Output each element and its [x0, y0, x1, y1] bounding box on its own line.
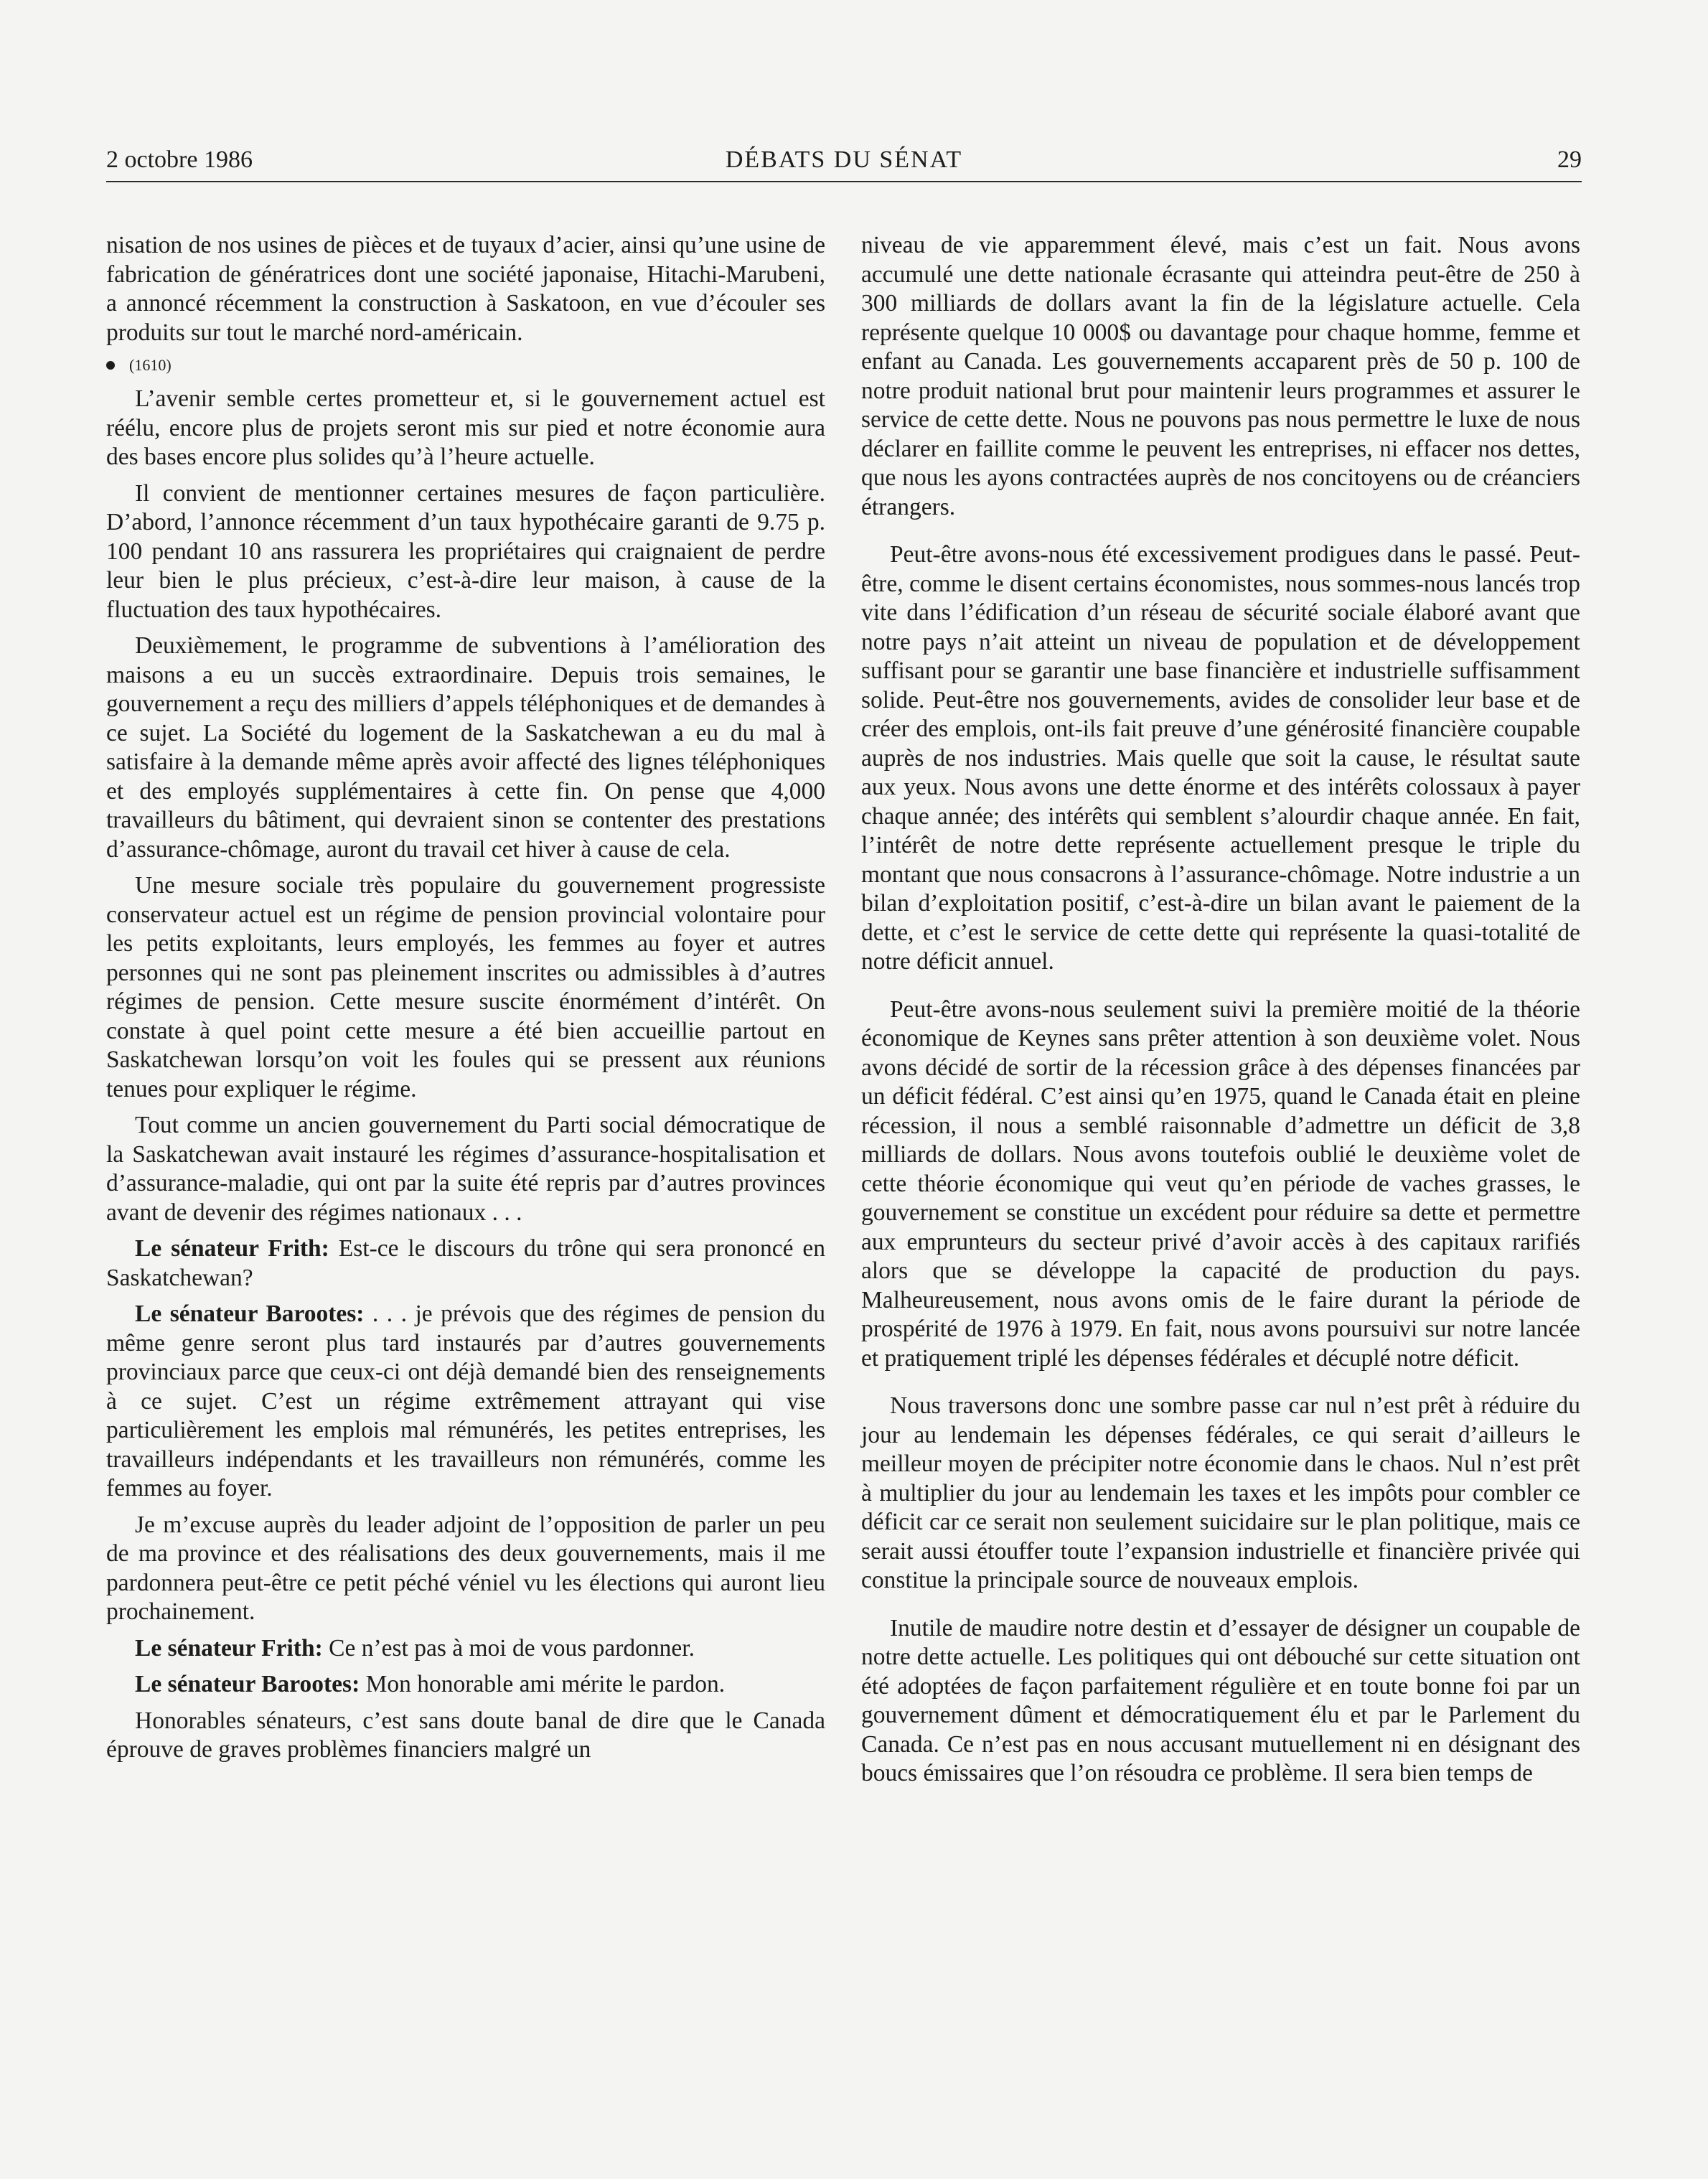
speech — [106, 1300, 825, 1504]
paragraph: Une mesure sociale très populaire du gouvernement progressiste conservateur actuel est un régime de pension provincial volontaire pour les petits exploitants, leurs employés, les femmes au foyer et autres personnes qui ne sont pas pleinement inscrites ou admissibles à d’autres régimes de pension. Cette mesure suscite énormément d’intérêt. On constate à quel point cette mesure a été bien accueillie partout en Saskatchewan lorsqu’on voit les foules qui se pressent aux réunions tenues pour expliquer le régime. — [106, 872, 825, 1102]
paragraph: L’avenir semble certes prometteur et, si le gouvernement actuel est réélu, encore plus de projets seront mis sur pied et notre économie aura des bases encore plus solides qu’à l’heure actuelle. — [106, 385, 825, 470]
bullet-icon — [106, 361, 115, 370]
paragraph: Honorables sénateurs, c’est sans doute banal de dire que le Canada éprouve de graves problèmes financiers malgré un — [106, 1707, 825, 1763]
speaker-name: Le sénateur Barootes: — [135, 1301, 365, 1327]
speech-text: . . . je prévois que des régimes de pension du même genre seront plus tard instaurés par d’autres gouvernements provinciaux parce que ceux-ci ont déjà demandé bien des renseignements à ce sujet. C’est un régime extrêmement attrayant qui vise particulièrement les emplois mal rémunérés, les petites entreprises, les travailleurs indépendants et les travailleurs non rémunérés, comme les femmes au foyer. — [106, 1301, 825, 1501]
page-header — [106, 144, 1582, 182]
paragraph: Deuxièmement, le programme de subventions à l’amélioration des maisons a eu un succès extraordinaire. Depuis trois semaines, le gouvernement a reçu des milliers d’appels téléphoniques et de demandes à ce sujet. La Société du logement de la Saskatchewan a eu du mal à satisfaire à la demande même après avoir affecté des lignes téléphoniques et des employés supplémentaires à cette fin. On pense que 4,000 travailleurs du bâtiment, qui devraient sinon se contenter des prestations d’assurance-chômage, auront du travail cet hiver à cause de cela. — [106, 632, 825, 863]
paragraph: niveau de vie apparemment élevé, mais c’est un fait. Nous avons accumulé une dette nationale écrasante qui atteindra peut-être de 250 à 300 milliards de dollars avant la fin de la législature actuelle. Cela représente quelque 10 000$ ou davantage pour chaque homme, femme et enfant au Canada. Les gouvernements accaparent près de 50 p. 100 de notre produit national brut pour maintenir leurs programmes et assurer le service de cette dette. Nous ne pouvons pas nous permettre le luxe de nous déclarer en faillite comme le peuvent les entreprises, ni effacer nos dettes, que nous les ayons contractées auprès de nos concitoyens ou de créanciers étrangers. — [861, 232, 1580, 520]
header-date: 2 octobre 1986 — [106, 146, 253, 173]
header-title: DÉBATS DU SÉNAT — [725, 146, 963, 173]
speech-text: Est-ce le discours du trône qui sera prononcé en Saskatchewan? — [106, 1235, 825, 1291]
speaker-name: Le sénateur Frith: — [135, 1235, 329, 1262]
paragraph: Tout comme un ancien gouvernement du Parti social démocratique de la Saskatchewan avait instauré les régimes d’assurance-hospitalisation et d’assurance-maladie, qui ont par la suite été repris par d’autres provinces avant de devenir des régimes nationaux . . . — [106, 1112, 825, 1226]
speech — [106, 1670, 825, 1700]
speech — [106, 1634, 825, 1664]
paragraph: Il convient de mentionner certaines mesures de façon particulière. D’abord, l’annonce récemment d’un taux hypothécaire garanti de 9.75 p. 100 pendant 10 ans rassurera les propriétaires qui craignaient de perdre leur bien le plus précieux, c’est-à-dire leur maison, à cause de la fluctuation des taux hypothécaires. — [106, 479, 825, 623]
time-marker-label: (1610) — [129, 356, 172, 374]
speech — [106, 1234, 825, 1293]
paragraph: nisation de nos usines de pièces et de tuyaux d’acier, ainsi qu’une usine de fabrication de génératrices dont une société japonaise, Hitachi-Marubeni, a annoncé récemment la construction à Saskatoon, en vue d’écouler ses produits sur tout le marché nord-américain. — [106, 232, 825, 346]
paragraph: Peut-être avons-nous été excessivement prodigues dans le passé. Peut-être, comme le disent certains économistes, nous sommes-nous lancés trop vite dans l’édification d’un réseau de sécurité sociale élaboré avant que notre pays n’ait atteint un niveau de population et de développement suffisant pour se garantir une base financière et industrielle suffisamment solide. Peut-être nos gouvernements, avides de consolider leur base et de créer des emplois, ont-ils fait preuve d’une générosité financière coupable auprès de nos industries. Mais quelle que soit la cause, le résultat saute aux yeux. Nous avons une dette énorme et des intérêts colossaux à payer chaque année; des intérêts qui semblent s’alourdir chaque année. En fait, l’intérêt de notre dette représente actuellement presque le triple du montant que nous consacrons à l’assurance-chômage. Notre industrie a un bilan d’exploitation positif, c’est-à-dire un bilan avant le paiement de la dette, et c’est le service de cette dette qui représente la quasi-totalité de notre déficit annuel. — [861, 541, 1580, 975]
right-column — [861, 231, 1580, 1796]
paragraph: Peut-être avons-nous seulement suivi la première moitié de la théorie économique de Keynes sans prêter attention à son deuxième volet. Nous avons décidé de sortir de la récession grâce à des dépenses financées par un déficit fédéral. C’est ainsi qu’en 1975, quand le Canada était en pleine récession, il nous a semblé raisonnable d’admettre un déficit de 3,8 milliards de dollars. Nous avons toutefois oublié le deuxième volet de cette théorie économique qui veut qu’en période de vaches grasses, le gouvernement se constitue un excédent pour réduire sa dette et permettre aux emprunteurs du secteur privé d’avoir accès à des capitaux rarifiés alors que se développe la capacité de production du pays. Malheureusement, nous avons omis de le faire durant la période de prospérité de 1976 à 1979. En fait, nous avons poursuivi sur notre lancée et pratiquement triplé les dépenses fédérales et décuplé notre déficit. — [861, 995, 1580, 1372]
speaker-name: Le sénateur Barootes: — [135, 1671, 360, 1697]
time-marker — [106, 355, 825, 376]
paragraph: Nous traversons donc une sombre passe car nul n’est prêt à réduire du jour au lendemain les dépenses fédérales, ce qui serait d’ailleurs le meilleur moyen de précipiter notre économie dans le chaos. Nul n’est prêt à multiplier du jour au lendemain les taxes et les impôts pour combler ce déficit car ce serait non seulement suicidaire sur le plan politique, mais ce serait aussi étouffer toute l’expansion industrielle et financière privée qui constitue la principale source de nouveaux emplois. — [861, 1392, 1580, 1593]
speech-text: Ce n’est pas à moi de vous pardonner. — [322, 1634, 695, 1662]
paragraph: Je m’excuse auprès du leader adjoint de l’opposition de parler un peu de ma province et des réalisations des deux gouvernements, mais il me pardonnera peut-être ce petit péché véniel vu les élections qui auront lieu prochainement. — [106, 1511, 825, 1625]
speech-text: Mon honorable ami mérite le pardon. — [360, 1671, 726, 1697]
page-number: 29 — [1557, 146, 1582, 173]
left-column — [106, 231, 825, 1772]
speaker-name: Le sénateur Frith: — [135, 1634, 323, 1662]
paragraph: Inutile de maudire notre destin et d’essayer de désigner un coupable de notre dette actuelle. Les politiques qui ont débouché sur cette situation ont été adoptées de façon parfaitement régulière et en toute bonne foi par un gouvernement dûment et démocratiquement élu et par le Parlement du Canada. Ce n’est pas en nous accusant mutuellement ni en désignant des boucs émissaires que l’on résoudra ce problème. Il sera bien temps de — [861, 1614, 1580, 1786]
